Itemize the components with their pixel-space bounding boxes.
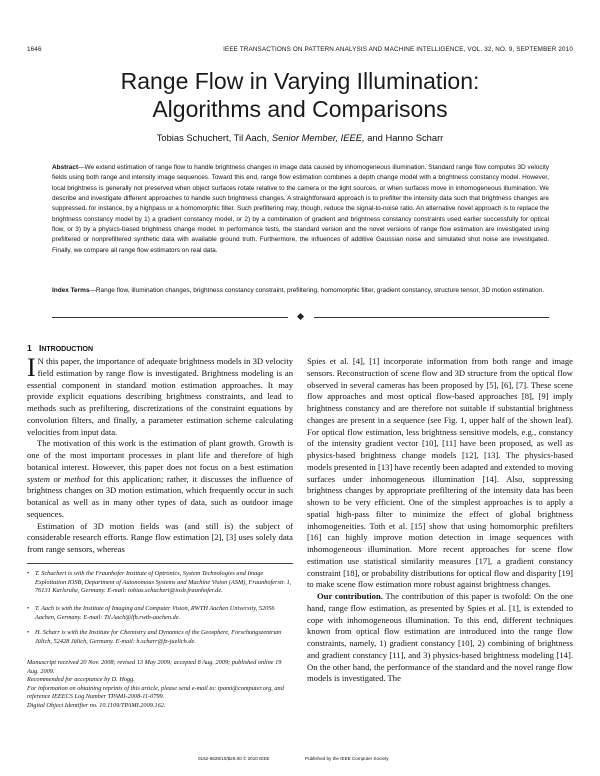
footnote-manuscript	[27, 659, 293, 711]
section-heading	[27, 343, 93, 353]
abstract-label: Abstract	[52, 164, 79, 171]
running-head: IEEE TRANSACTIONS ON PATTERN ANALYSIS AND MACHINE INTELLIGENCE, VOL. 32, NO. 9, SEPTEMBER 2010	[223, 46, 573, 53]
footnote-affiliation-2-text: T. Aach is with the Institute of Imaging and Computer Vision, RWTH Aachen University, 52056 Aachen, Germany. E-mail: Til.Aach@lfb.rwth-aachen.de.	[35, 605, 275, 621]
section-title-rest: NTRODUCTION	[41, 346, 94, 353]
authors-role: Senior Member, IEEE,	[271, 132, 365, 143]
title-line-2: Algorithms and Comparisons	[152, 96, 448, 122]
section-title-first: I	[38, 343, 42, 353]
footer-publisher: Published by the IEEE Computer Society	[305, 756, 389, 761]
paragraph-2	[27, 438, 293, 520]
reprints-info: For information on obtaining reprints of this article, please send e-mail to: tpami@computer.org, and reference IEEECS Log Number TPAMI-2008-11-0799.	[27, 684, 284, 701]
index-terms	[52, 286, 549, 296]
separator-line-left	[52, 317, 288, 318]
separator-line-right	[314, 317, 549, 318]
title-line-1: Range Flow in Varying Illumination:	[120, 68, 480, 94]
manuscript-dates: Manuscript received 20 Nov. 2008; revised 13 May 2009; accepted 8 Aug. 2009; published online 19 Aug. 2009.	[27, 659, 282, 675]
paragraph-2-text-c: for this application; rather, it discusses the influence of brightness changes on 3D motion estimation, which frequently occur in such botanical as well as in many other types of data, such as outdoor image sequences.	[27, 473, 293, 519]
paragraph-1	[27, 353, 293, 438]
paragraph-2-italic-2: method	[64, 473, 90, 484]
paragraph-2-italic-1: system	[27, 473, 50, 484]
author-line	[0, 132, 600, 143]
footer-copyright: 0162-8828/10/$26.00 © 2010 IEEE	[198, 756, 270, 761]
authors-post: and Hanno Scharr	[367, 132, 444, 143]
doi: Digital Object Identifier no. 10.1109/TPAMI.2009.162.	[27, 701, 166, 709]
abstract-text: —We extend estimation of range flow to handle brightness changes in image data caused by inhomogeneous illumination. Standard range flow computes 3D velocity fields using both range and intensity image sequences. Toward this end, range flow estimation combines a depth change model with a brightness constancy model. However, local brightness is generally not preserved when object surfaces rotate relative to the camera or the light sources, or when surfaces move in inhomogeneous illumination. We describe and investigate different approaches to handle such brightness changes. A straightforward approach is to prefilter the intensity data such that brightness changes are suppressed, for instance, by a highpass or a homomorphic filter. Such prefiltering may, though, reduce the signal-to-noise ratio. An alternative novel approach is to replace the brightness constancy model by 1) a gradient constancy model, or 2) by a combination of gradient and brightness constancy constraints used earlier successfully for optical flow, or 3) by a physics-based brightness change model. In performance tests, the standard version and the novel versions of range flow estimation are investigated using prefiltered or nonprefiltered synthetic data with available ground truth. Furthermore, the influences of additive Gaussian noise and simulated shot noise are investigated. Finally, we compare all range flow estimators on real data.	[52, 164, 549, 254]
footnote-affiliation-1-text: T. Schuchert is with the Fraunhofer Institute of Optronics, System Technologies and Image Exploitation IOSB, Department of Autonomous Systems and Machine Vision (ASM), Fraunhoferstr. 1, 76131 Karlsruhe, Germany. E-mail: tobias.schuchert@iosb.fraunhofer.de.	[35, 570, 292, 595]
footnote-affiliation-2	[27, 605, 293, 622]
left-column	[27, 353, 293, 556]
page-number: 1646	[27, 46, 42, 53]
bullet-icon: •	[27, 605, 30, 612]
paragraph-1-text: N this paper, the importance of adequate brightness models in 3D velocity field estimation by range flow is investigated. Brightness modeling is an essential component in standard motion estimation approaches. It may provide explicit equations describing brightness constraints, and lead to methods such as prefiltering, discretizations of the constraint equations by convolution filters, and finally, a parameter estimation scheme calculating velocities from input data.	[27, 356, 293, 437]
index-terms-label: Index Terms	[52, 287, 90, 294]
footnote-affiliation-1	[27, 570, 293, 596]
section-separator	[52, 317, 549, 318]
paragraph-right-2	[307, 591, 573, 685]
abstract	[52, 163, 549, 256]
paragraph-2-text-a: The motivation of this work is the estimation of plant growth. Growth is one of the most important processes in plant life and therefore of high botanical interest. However, this paper does not focus on a best estimation	[27, 438, 293, 472]
contribution-text: The contribution of this paper is twofold: On the one hand, range flow estimation, as presented by Spies et al. [1], is extended to cope with inhomogeneous illumination. To this end, different techniques known from optical flow estimation are introduced into the range flow constraints, namely, 1) gradient constancy [10], 2) combining of brightness and gradient constancy [11], and 3) physics-based brightness modeling [14]. On the other hand, the performance of the standard and the novel range flow models is investigated. The	[307, 591, 573, 684]
authors-pre: Tobias Schuchert, Til Aach,	[156, 132, 270, 143]
paragraph-2-text-b: or	[53, 473, 61, 484]
drop-cap: I	[27, 353, 36, 382]
paper-title	[0, 67, 600, 123]
footnote-affiliation-3-text: H. Scharr is with the Institute for Chemistry and Dynamics of the Geosphere, Forschungszentrum Jülich, 52428 Jülich, Germany. E-mail: h.scharr@fz-juelich.de.	[35, 629, 282, 645]
contribution-label: Our contribution.	[317, 591, 383, 601]
footnote-rule	[27, 563, 293, 564]
footnote-affiliation-3	[27, 629, 293, 646]
index-terms-text: —Range flow, illumination changes, brightness constancy constraint, prefiltering, homomorphic filter, gradient constancy, structure tensor, 3D motion estimation.	[89, 287, 545, 294]
paragraph-right-1: Spies et al. [4], [1] incorporate information from both range and image sensors. Reconstruction of scene flow and 3D structure from the optical flow observed in several cameras has been proposed by [5], [6], [7]. These scene flow approaches and most optical flow-based approaches [8], [9] imply brightness constancy and are therefore not suitable if substantial brightness changes are present in a sequence (see Fig. 1, upper half of the shown leaf). For optical flow estimation, less brightness sensitive models, e.g., constancy of the intensity gradient vector [10], [11] have been proposed, as well as physics-based brightness change models [12], [13]. The physics-based models presented in [13] have recently been adapted and extended to moving surfaces under inhomogeneous illumination [14]. Also, suppressing brightness changes by appropriate prefiltering of the intensity data has been shown to be very efficient. One of the simplest approaches is to apply a spatial high-pass filter to minimize the effect of global brightness inhomogeneities. Toth et al. [15] show that using homomorphic prefilters [16] can highly improve motion detection in image sequences with inhomogeneous illumination. More recent approaches for scene flow estimation use statistical similarity measures [17], a gradient constancy constraint [18], or probability distributions for optical flow and disparity [19] to make scene flow estimation more robust against brightness changes.	[307, 356, 573, 590]
section-number: 1	[27, 343, 32, 353]
bullet-icon: •	[27, 570, 30, 577]
right-column	[307, 356, 573, 685]
bullet-icon: •	[27, 629, 30, 636]
diamond-icon	[297, 313, 304, 320]
recommended-editor: Recommended for acceptance by D. Hogg.	[27, 676, 135, 684]
paragraph-3: Estimation of 3D motion fields was (and still is) the subject of considerable research efforts. Range flow estimation [2], [3] uses solely data from range sensors, whereas	[27, 520, 293, 554]
